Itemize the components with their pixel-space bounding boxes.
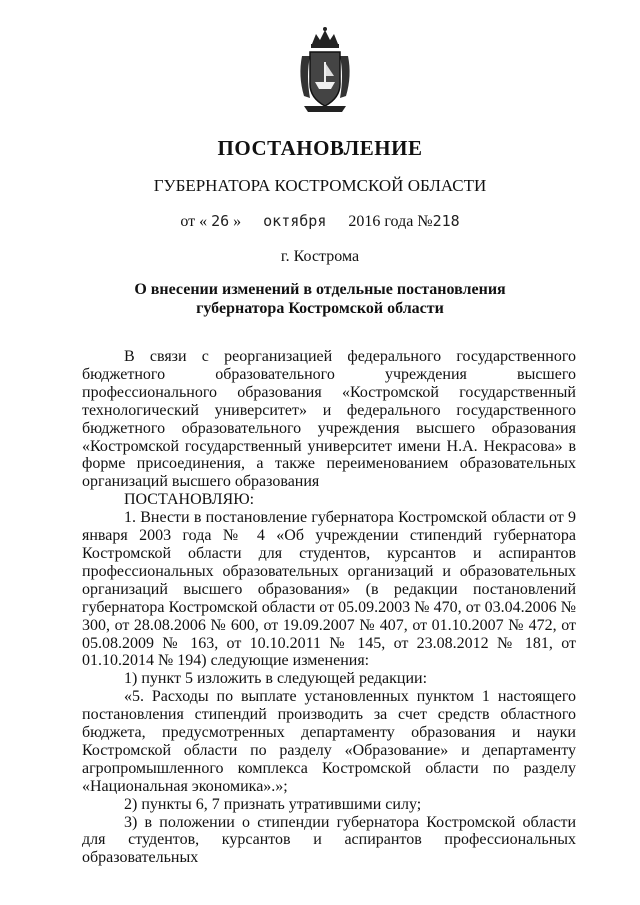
paragraph: 3) в положении о стипендии губернатора Костромской области для студентов, курсантов и аспирантов профессиональных образовательных [82, 813, 576, 867]
document-number: 218 [432, 212, 460, 230]
paragraph-decree: ПОСТАНОВЛЯЮ: [124, 491, 255, 509]
paragraph: В связи с реорганизацией федерального государственного бюджетного образовательного учреждения высшего профессионального образования «Костромской государственный технологический университет» и федерального государственного бюджетного образовательного учреждения высшего образования «Костромской государственный университет имени Н.А. Некрасова» в форме присоединения, а также переименованием образовательных организаций высшего образования [82, 348, 576, 491]
date-year: 2016 года [348, 213, 414, 230]
paragraph: 1) пункт 5 изложить в следующей редакции: [124, 670, 428, 688]
coat-of-arms-icon [294, 26, 356, 116]
date-close: » [233, 213, 242, 230]
date-prefix: от « [180, 213, 208, 230]
document-city: г. Кострома [280, 248, 360, 265]
document-issuer: ГУБЕРНАТОРА КОСТРОМСКОЙ ОБЛАСТИ [153, 176, 487, 195]
document-body [82, 348, 576, 867]
paragraph: «5. Расходы по выплате установленных пунктом 1 настоящего постановления стипендий производить за счет средств областного бюджета, предусмотренных департаменту образования и науки Костромской области по разделу «Образование» и департаменту агропромышленного комплекса Костромской области по разделу «Национальная экономика».»; [82, 688, 576, 795]
paragraph: 1. Внести в постановление губернатора Костромской области от 9 января 2003 года № 4 «Об учреждении стипендий губернатора Костромской области для студентов, курсантов и аспирантов профессиональных образовательных организаций и образовательных организаций высшего образования» (в редакции постановлений губернатора Костромской области от 05.09.2003 № 470, от 03.04.2006 № 300, от 28.08.2006 № 600, от 19.09.2007 № 407, от 01.10.2007 № 472, от 05.08.2009 № 163, от 10.10.2011 № 145, от 23.08.2012 № 181, от 01.10.2014 № 194) следующие изменения: [82, 509, 576, 670]
date-day: 26 [211, 212, 230, 230]
document-heading: О внесении изменений в отдельные постановления губернатора Костромской области [134, 281, 506, 317]
date-month: октября [263, 212, 327, 230]
document-title: ПОСТАНОВЛЕНИЕ [217, 136, 423, 160]
document-date-line [0, 212, 640, 231]
number-prefix: № [417, 213, 433, 230]
paragraph: 2) пункты 6, 7 признать утратившими силу; [124, 795, 422, 813]
